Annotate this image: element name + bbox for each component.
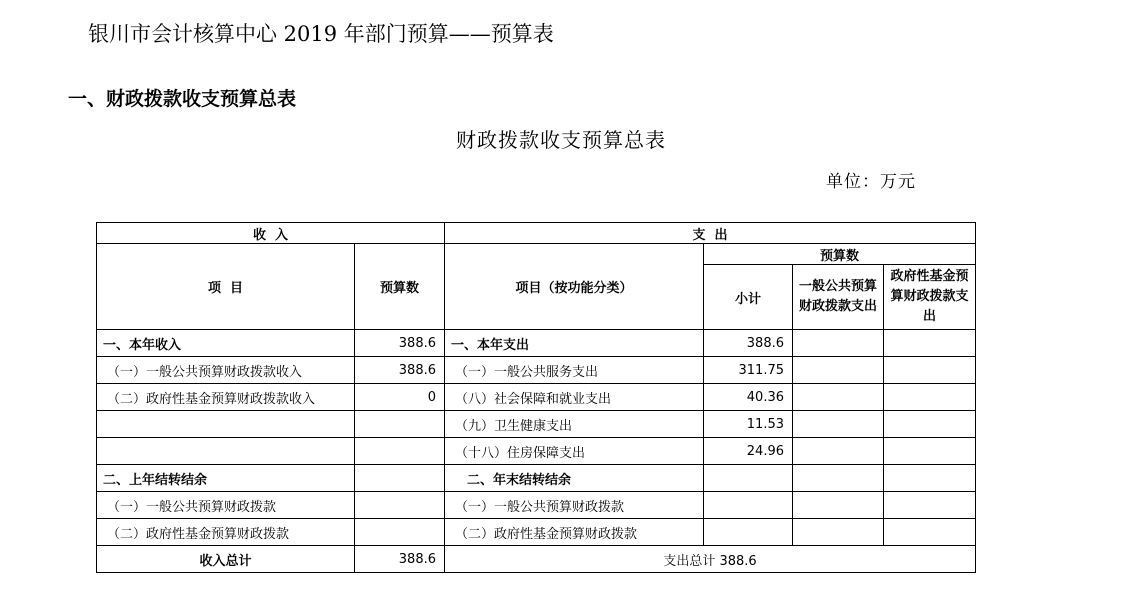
gov-fund-cell xyxy=(884,465,976,492)
general-public-column-header: 一般公共预算财政拨款支出 xyxy=(793,265,884,330)
item-column-header: 项 目 xyxy=(97,244,355,330)
income-item-cell xyxy=(97,438,355,465)
column-header-row xyxy=(97,244,976,265)
income-total-value: 388.6 xyxy=(355,546,445,573)
gov-fund-cell xyxy=(884,492,976,519)
subtotal-cell: 24.96 xyxy=(704,438,793,465)
expense-item-cell: （八）社会保障和就业支出 xyxy=(445,384,704,411)
gov-fund-cell xyxy=(884,357,976,384)
table-row xyxy=(97,492,976,519)
table-title: 财政拨款收支预算总表 xyxy=(456,128,666,152)
general-public-cell xyxy=(793,357,884,384)
subtotal-cell: 388.6 xyxy=(704,330,793,357)
general-public-cell xyxy=(793,384,884,411)
general-public-cell xyxy=(793,519,884,546)
income-item-cell: （一）一般公共预算财政拨款收入 xyxy=(97,357,355,384)
income-item-cell: 一、本年收入 xyxy=(97,330,355,357)
item-by-function-column-header: 项目（按功能分类） xyxy=(445,244,704,330)
table-row xyxy=(97,384,976,411)
general-public-cell xyxy=(793,330,884,357)
income-total-label: 收入总计 xyxy=(97,546,355,573)
table-row xyxy=(97,519,976,546)
expense-item-cell: 二、年末结转结余 xyxy=(445,465,704,492)
subtotal-cell: 311.75 xyxy=(704,357,793,384)
expense-item-cell: 一、本年支出 xyxy=(445,330,704,357)
table-row xyxy=(97,465,976,492)
table-row xyxy=(97,438,976,465)
gov-fund-cell xyxy=(884,519,976,546)
expense-item-cell: （一）一般公共预算财政拨款 xyxy=(445,492,704,519)
subtotal-cell: 40.36 xyxy=(704,384,793,411)
group-header-row xyxy=(97,223,976,244)
income-amount-cell xyxy=(355,438,445,465)
income-item-cell xyxy=(97,411,355,438)
table-row xyxy=(97,330,976,357)
income-item-cell: （二）政府性基金预算财政拨款收入 xyxy=(97,384,355,411)
subtotal-cell: 11.53 xyxy=(704,411,793,438)
income-item-cell: 二、上年结转结余 xyxy=(97,465,355,492)
expense-group-header: 支 出 xyxy=(445,223,976,244)
gov-fund-cell xyxy=(884,384,976,411)
subtotal-cell xyxy=(704,465,793,492)
table-row xyxy=(97,357,976,384)
general-public-cell xyxy=(793,411,884,438)
expense-item-cell: （十八）住房保障支出 xyxy=(445,438,704,465)
general-public-cell xyxy=(793,438,884,465)
income-amount-cell xyxy=(355,465,445,492)
expense-item-cell: （一）一般公共服务支出 xyxy=(445,357,704,384)
income-item-cell: （一）一般公共预算财政拨款 xyxy=(97,492,355,519)
income-amount-cell: 388.6 xyxy=(355,357,445,384)
gov-fund-column-header: 政府性基金预算财政拨款支出 xyxy=(884,265,976,330)
expense-total: 支出总计 388.6 xyxy=(445,546,976,573)
expense-item-cell: （九）卫生健康支出 xyxy=(445,411,704,438)
income-amount-cell xyxy=(355,492,445,519)
expense-item-cell: （二）政府性基金预算财政拨款 xyxy=(445,519,704,546)
gov-fund-cell xyxy=(884,438,976,465)
income-item-cell: （二）政府性基金预算财政拨款 xyxy=(97,519,355,546)
document-title: 银川市会计核算中心 2019 年部门预算——预算表 xyxy=(88,22,554,46)
budget-amount-column-header: 预算数 xyxy=(355,244,445,330)
subtotal-cell xyxy=(704,519,793,546)
income-amount-cell xyxy=(355,411,445,438)
subtotal-cell xyxy=(704,492,793,519)
income-amount-cell xyxy=(355,519,445,546)
section-heading: 一、财政拨款收支预算总表 xyxy=(68,88,297,110)
income-amount-cell: 0 xyxy=(355,384,445,411)
unit-label: 单位：万元 xyxy=(826,172,916,192)
table-row xyxy=(97,411,976,438)
income-group-header: 收 入 xyxy=(97,223,445,244)
budget-group-header: 预算数 xyxy=(704,244,976,265)
totals-row xyxy=(97,546,976,573)
income-amount-cell: 388.6 xyxy=(355,330,445,357)
gov-fund-cell xyxy=(884,411,976,438)
gov-fund-cell xyxy=(884,330,976,357)
subtotal-column-header: 小计 xyxy=(704,265,793,330)
general-public-cell xyxy=(793,492,884,519)
budget-summary-table xyxy=(96,222,976,573)
general-public-cell xyxy=(793,465,884,492)
